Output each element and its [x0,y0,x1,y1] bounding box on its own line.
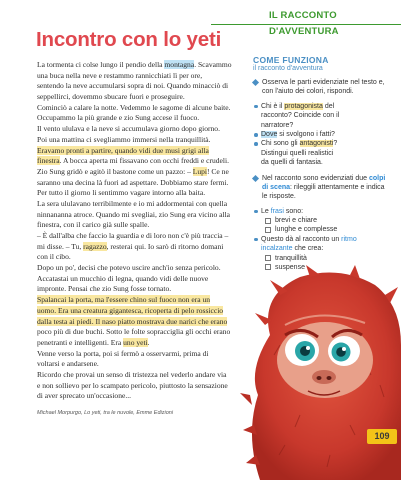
highlight-antagonist: Lupi [192,166,207,176]
story-line: Il vento ululava e la neve si accumulava giorno dopo giorno. [37,124,220,134]
highlight-protagonist: ragazzo [83,241,107,251]
story-line: La tormenta ci colse lungo il pendio della montagna. Scavammo [37,60,232,69]
source-citation: Michael Morpurgo, Lo yeti, tra le nuvole, Emme Edizioni [37,410,174,416]
checkbox-option[interactable]: lunghe e complesse [253,225,388,234]
story-line [37,146,244,157]
highlight-plot-twist-2-end: dalla testa ai piedi. Il naso piatto mostrava due narici che erano [37,316,228,326]
highlight-setting: montagna [164,60,195,69]
story-text [37,60,244,402]
story-line: ninnananna atroce. Quando mi svegliai, zio Sung era vicino alla [37,209,231,219]
story-line: sentendo la neve accumularsi sopra di noi. Quando minacciò di [37,81,229,91]
checkbox-option[interactable]: brevi e chiare [253,216,388,225]
dot-bullet-icon [254,105,258,109]
sub-question: Questo dà al racconto un ritmo incalzante che crea: [253,235,388,254]
highlight-plot-twist-2: Spalancai la porta, ma l'essere chino sul fuoco non era un [37,295,210,305]
dot-bullet-icon [254,238,258,242]
story-line: con il cibo. [37,252,71,262]
story-line: Cominciò a calare la notte. Vedemmo le sagome di alcune baite. [37,102,231,112]
page-number-badge: 109 [367,429,397,444]
story-line: Occupammo la più grande e zio Sung accese il fuoco. [37,113,200,123]
sub-question: Dove si svolgono i fatti? [253,130,388,139]
story-line [37,317,244,328]
sidebar-box [253,55,388,272]
yeti-illustration [240,265,401,480]
sub-question-line: racconto? Coincide con il [261,112,340,120]
checkbox-option[interactable]: tranquillità [253,254,388,263]
story-line: poco più di due buchi. Sotto le folte sopracciglia gli occhi erano [37,327,231,337]
highlight-plot-twist-1: Eravamo pronti a partire, quando vidi due musi grigi alla [37,145,209,155]
story-line: di aver sprecato un'occasione... [37,391,131,401]
story-line: Dopo un po', decisi che potevo uscire anch'io senza pericolo. [37,263,221,273]
story-line: e non sollievo per lo scampato pericolo, piuttosto la sensazione [37,380,228,390]
sidebar-title: COME FUNZIONA [253,55,329,65]
page-title: Incontro con lo yeti [36,28,222,51]
story-line: La sera ululavano terribilmente e io mi addormentai con quella [37,198,228,208]
checkbox[interactable] [265,218,271,224]
story-line: Venne verso la porta, poi si fermò a osservarmi, prima di [37,348,209,358]
question-1: Osserva le parti evidenziate nel testo e, con l'aiuto dei colori, rispondi. [253,78,388,97]
story-line [37,306,244,317]
sub-question-line: Distingui quelli realistici [261,149,334,157]
question-2: Nel racconto sono evidenziati due colpi di scena: rileggili attentamente e indica le risposte. [253,174,388,202]
diamond-bullet-icon [252,175,259,182]
story-line: Poi una mattina ci svegliammo immersi nella tranquillità. [37,134,211,144]
dot-bullet-icon [254,210,258,214]
sub-question-line: narratore? [261,121,294,129]
dot-bullet-icon [254,142,258,146]
highlight-plot-twist-1-end: finestra [37,156,60,166]
story-line: una buca nella neve e restammo rannicchiati lì per ore, [37,70,203,80]
section-tag: IL RACCONTO D'AVVENTURA [211,8,401,25]
checkbox[interactable] [265,227,271,233]
sidebar-subtitle: il racconto d'avventura [253,65,323,72]
sub-question: Chi è il protagonista del [253,102,388,111]
story-line: Per tutto il giorno li sentimmo vagare intorno alla baita. [37,188,206,198]
story-line: seppellirci, dovemmo sbucare fuori e proseguire. [37,92,185,102]
diamond-bullet-icon [252,79,259,86]
story-line: Accatastai un mucchio di legna, quando vidi delle nuove [37,273,209,283]
story-line: finestra. A bocca aperta mi fissavano con occhi freddi e crudeli. [37,156,229,166]
highlight-plot-twist-2: uomo. Era una creatura gigantesca, ricoperta di pelo rossiccio [37,305,224,315]
story-line: Zio Sung gridò e agitò il bastone come un pazzo: – Lupi! Ce ne [37,166,229,176]
story-line: finestra, con il carico già sulle spalle. [37,220,150,230]
sub-question: Chi sono gli antagonisti? [253,139,388,148]
story-line: Ricordo che provai un senso di tristezza nel vederlo andare via [37,369,227,379]
sub-question-line: da quelli di fantasia. [261,159,323,167]
story-line: – È dall'alba che faccio la guardia e di loro non c'è più traccia – [37,231,229,240]
story-line: impronte. Pensai che zio Sung fosse tornato. [37,284,172,294]
story-line: saranno una decina là fuori ad aspettare. Dobbiamo stare fermi. [37,177,229,187]
story-line [37,295,244,306]
sub-question: Le frasi sono: [253,207,388,216]
checkbox-option[interactable]: suspense [253,263,388,272]
story-line: mi disse. – Tu, ragazzo, resterai qui. Io sarò di ritorno domani [37,241,224,251]
highlight-yeti: uno yeti [123,337,148,347]
story-line: voltarsi e andarsene. [37,359,99,369]
dot-bullet-icon [254,133,258,137]
checkbox[interactable] [265,255,271,261]
story-line: penetranti e intelligenti. Era uno yeti. [37,337,150,347]
